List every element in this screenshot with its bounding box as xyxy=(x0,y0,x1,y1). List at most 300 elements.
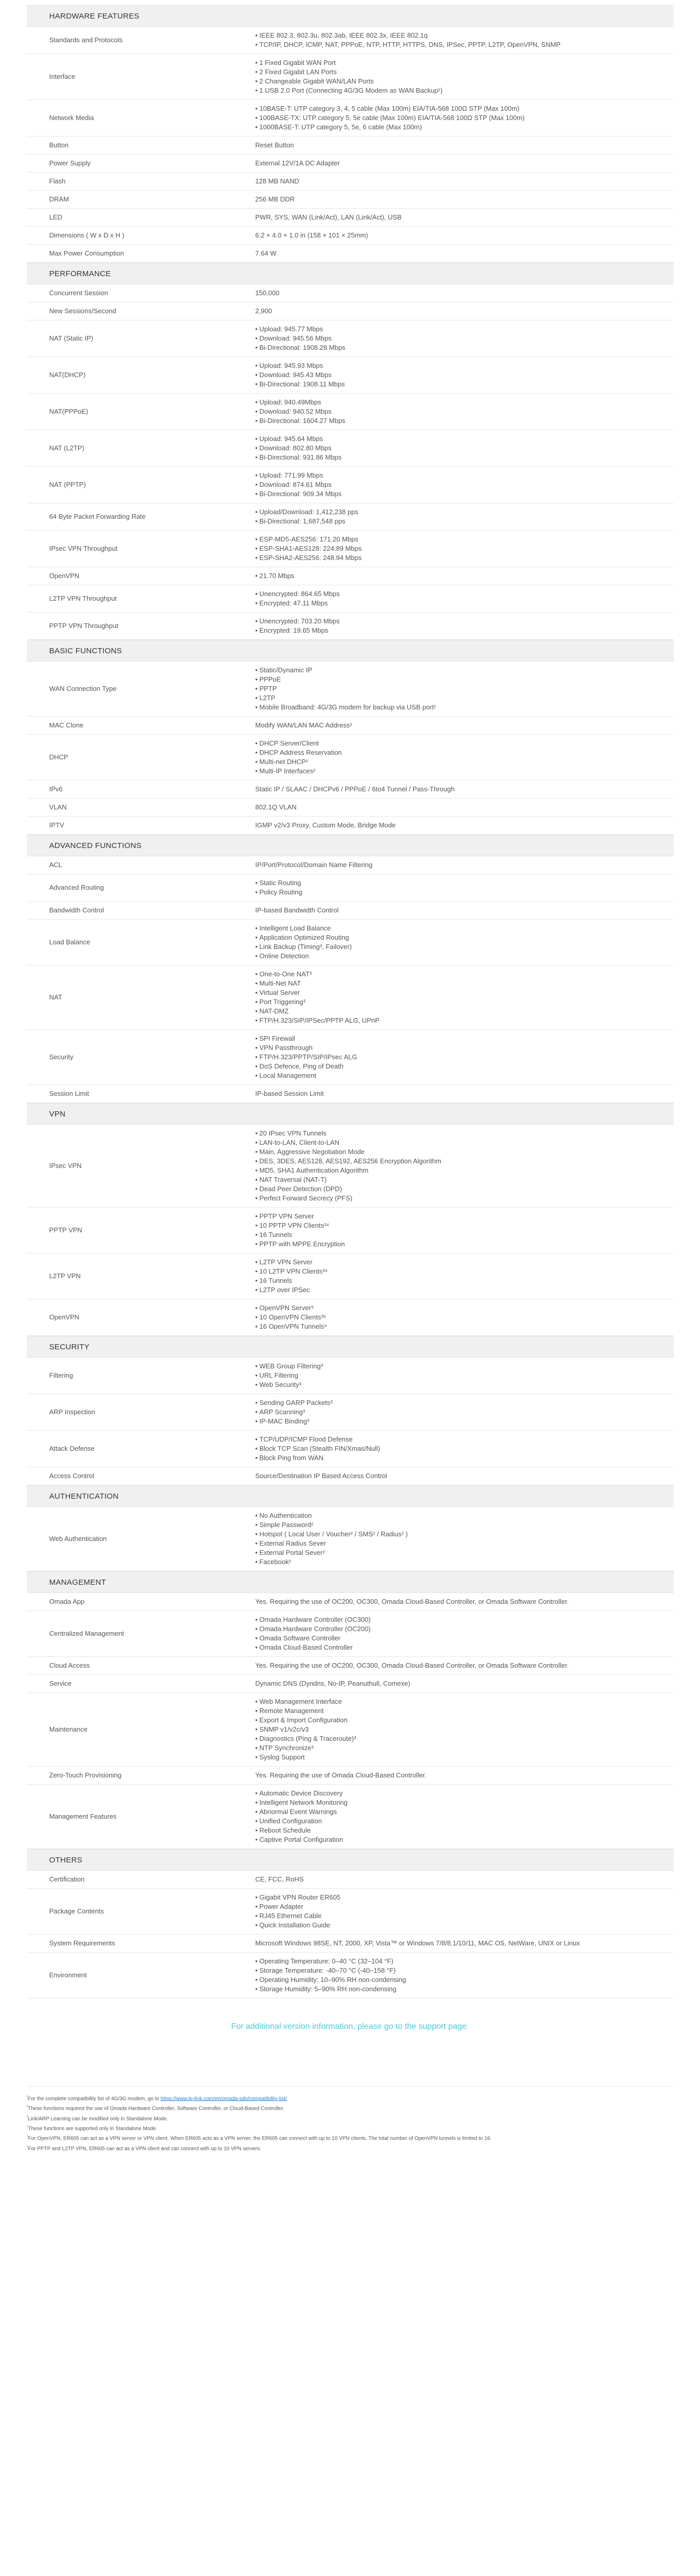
spec-value-item: • Intelligent Network Monitoring xyxy=(255,1798,653,1807)
spec-value xyxy=(255,817,674,835)
section-title: SECURITY xyxy=(27,1336,674,1358)
spec-value-item: • Omada Hardware Controller (OC200) xyxy=(255,1624,653,1634)
spec-value-item: • Application Optimized Routing xyxy=(255,933,653,942)
spec-value xyxy=(255,503,674,531)
spec-value-list xyxy=(255,535,653,563)
spec-value-item: • Web Security³ xyxy=(255,1380,653,1389)
spec-row xyxy=(27,245,674,263)
spec-value-item: • Download: 802.80 Mbps xyxy=(255,444,653,453)
spec-value-item: • Upload: 771.99 Mbps xyxy=(255,471,653,480)
spec-row xyxy=(27,902,674,920)
spec-value-item: • Link Backup (Timing³, Failover) xyxy=(255,942,653,952)
spec-value-text: Reset Button xyxy=(255,141,294,149)
spec-value-list xyxy=(255,471,653,499)
footnote-link[interactable]: https://www.tp-link.com/en/omada-sdn/compatibility-list/ xyxy=(160,2096,287,2102)
spec-value-list xyxy=(255,31,653,49)
spec-row xyxy=(27,302,674,320)
spec-value-item: • Block Ping from WAN xyxy=(255,1453,653,1463)
spec-value-item: • Bi-Directional: 1,687,548 pps xyxy=(255,517,653,526)
spec-value xyxy=(255,245,674,263)
spec-value-item: • Omada Hardware Controller (OC300) xyxy=(255,1615,653,1624)
spec-label: Power Supply xyxy=(27,155,255,173)
spec-value xyxy=(255,662,674,717)
spec-value xyxy=(255,155,674,173)
spec-value-item: • Sending GARP Packets³ xyxy=(255,1398,653,1408)
spec-value-item: • Static Routing xyxy=(255,878,653,888)
spec-value xyxy=(255,1431,674,1467)
spec-value-item: • Omada Software Controller xyxy=(255,1634,653,1643)
spec-value xyxy=(255,1871,674,1889)
spec-value xyxy=(255,1935,674,1953)
spec-row xyxy=(27,567,674,585)
spec-value xyxy=(255,430,674,467)
specifications-container xyxy=(27,0,674,1998)
spec-value-item: • 20 IPsec VPN Tunnels xyxy=(255,1129,653,1138)
spec-value-list xyxy=(255,571,653,581)
spec-value-item: • PPTP VPN Server xyxy=(255,1212,653,1221)
spec-value xyxy=(255,394,674,430)
spec-value xyxy=(255,284,674,302)
footnote xyxy=(27,2124,674,2132)
spec-label: NAT (Static IP) xyxy=(27,320,255,357)
spec-value-text: IP/Port/Protocol/Domain Name Filtering xyxy=(255,861,373,869)
spec-value-item: • OpenVPN Server⁵ xyxy=(255,1303,653,1313)
footnote-mark: ² xyxy=(26,2105,28,2109)
spec-value-item: • Main, Aggressive Negotiation Mode xyxy=(255,1147,653,1157)
spec-row xyxy=(27,662,674,717)
spec-value-item: • PPPoE xyxy=(255,675,653,684)
spec-row xyxy=(27,467,674,503)
spec-value xyxy=(255,1611,674,1657)
spec-label: Advanced Routing xyxy=(27,874,255,902)
spec-row xyxy=(27,227,674,245)
spec-value-item: • Download: 940.52 Mbps xyxy=(255,407,653,416)
spec-value-item: • L2TP over IPSec xyxy=(255,1285,653,1295)
spec-value-item: • NTP Synchronize³ xyxy=(255,1743,653,1753)
spec-value-item: • L2TP VPN Server xyxy=(255,1258,653,1267)
spec-label: Dimensions ( W x D x H ) xyxy=(27,227,255,245)
spec-value xyxy=(255,902,674,920)
spec-row xyxy=(27,1253,674,1299)
spec-value-list xyxy=(255,507,653,526)
spec-value xyxy=(255,1953,674,1998)
spec-label: Interface xyxy=(27,54,255,100)
spec-row xyxy=(27,874,674,902)
spec-value-item: • TCP/UDP/ICMP Flood Defense xyxy=(255,1435,653,1444)
spec-value xyxy=(255,27,674,54)
spec-value-list xyxy=(255,589,653,608)
spec-label: Security xyxy=(27,1030,255,1085)
spec-value-item: • Gigabit VPN Router ER605 xyxy=(255,1893,653,1902)
spec-label: WAN Connection Type xyxy=(27,662,255,717)
spec-value-item: • LAN-to-LAN, Client-to-LAN xyxy=(255,1138,653,1147)
section-title: HARDWARE FEATURES xyxy=(27,5,674,27)
spec-label: Load Balance xyxy=(27,920,255,965)
footnote-text: These functions required the use of Omada Hardware Controller, Software Controller, or Cloud-Based Controller. xyxy=(27,2106,284,2112)
spec-row xyxy=(27,1767,674,1785)
spec-value-item: • Hotspot ( Local User / Voucher² / SMS² / Radius² ) xyxy=(255,1530,653,1539)
spec-value xyxy=(255,1675,674,1693)
spec-row xyxy=(27,717,674,735)
spec-row xyxy=(27,54,674,100)
spec-value-item: • Operating Temperature: 0–40 °C (32–104 °F) xyxy=(255,1957,653,1966)
spec-value-item: • ESP-SHA2-AES256: 248.94 Mbps xyxy=(255,553,653,563)
spec-row xyxy=(27,357,674,394)
spec-value xyxy=(255,1125,674,1208)
spec-label: OpenVPN xyxy=(27,567,255,585)
spec-label: Maintenance xyxy=(27,1693,255,1767)
spec-row xyxy=(27,1889,674,1935)
spec-label: Access Control xyxy=(27,1467,255,1485)
spec-value-item: • Encrypted: 47.11 Mbps xyxy=(255,599,653,608)
spec-value-item: • 10 PPTP VPN Clients³⁴ xyxy=(255,1221,653,1230)
spec-value-text: 256 MB DDR xyxy=(255,195,295,203)
spec-value-list xyxy=(255,1303,653,1331)
spec-value-item: • Unencrypted: 703.20 Mbps xyxy=(255,617,653,626)
spec-value-list xyxy=(255,434,653,462)
spec-value-list xyxy=(255,878,653,897)
spec-value-item: • 21.70 Mbps xyxy=(255,571,653,581)
spec-value-list xyxy=(255,1212,653,1249)
spec-value-list xyxy=(255,1893,653,1930)
spec-value xyxy=(255,1507,674,1571)
section-title: PERFORMANCE xyxy=(27,263,674,284)
spec-value-item: • ESP-MD5-AES256: 171.20 Mbps xyxy=(255,535,653,544)
spec-value-item: • WEB Group Filtering³ xyxy=(255,1362,653,1371)
spec-label: Centralized Management xyxy=(27,1611,255,1657)
spec-label: 64 Byte Packet Forwarding Rate xyxy=(27,503,255,531)
spec-value-item: • Perfect Forward Secrecy (PFS) xyxy=(255,1194,653,1203)
spec-row xyxy=(27,817,674,835)
spec-value-list xyxy=(255,970,653,1025)
footnote-text: For PPTP and L2TP VPN, ER605 can act as a VPN client and can connect with up to 10 VPN servers. xyxy=(28,2145,262,2151)
spec-value-item: • Reboot Schedule xyxy=(255,1826,653,1835)
spec-value-item: • 2 Fixed Gigabit LAN Ports xyxy=(255,67,653,77)
spec-value-text: Modify WAN/LAN MAC Address² xyxy=(255,721,352,729)
spec-row xyxy=(27,1394,674,1431)
spec-value xyxy=(255,1299,674,1336)
spec-value-item: • DES, 3DES, AES128, AES192, AES256 Encryption Algorithm xyxy=(255,1157,653,1166)
spec-value xyxy=(255,227,674,245)
spec-value-item: • Encrypted: 19.65 Mbps xyxy=(255,626,653,635)
spec-label: PPTP VPN Throughput xyxy=(27,613,255,640)
section-title: AUTHENTICATION xyxy=(27,1485,674,1507)
section-title: OTHERS xyxy=(27,1849,674,1871)
spec-label: VLAN xyxy=(27,799,255,817)
spec-row xyxy=(27,1785,674,1849)
spec-value-item: • Upload: 945.64 Mbps xyxy=(255,434,653,444)
spec-row xyxy=(27,1208,674,1253)
spec-value-item: • Syslog Support xyxy=(255,1753,653,1762)
spec-value-item: • IP-MAC Binding³ xyxy=(255,1417,653,1426)
spec-value-item: • One-to-One NAT³ xyxy=(255,970,653,979)
spec-value-text: 2,900 xyxy=(255,307,272,315)
spec-value-item: • TCP/IP, DHCP, ICMP, NAT, PPPoE, NTP, HTTP, HTTPS, DNS, IPSec, PPTP, L2TP, OpenVPN, SNMP xyxy=(255,40,653,49)
spec-table xyxy=(27,1593,674,1849)
spec-value-text: Microsoft Windows 98SE, NT, 2000, XP, Vista™ or Windows 7/8/8.1/10/11, MAC OS, NetWare, UNIX or Linux xyxy=(255,1939,580,1947)
spec-value-text: 128 MB NAND xyxy=(255,177,299,185)
spec-row xyxy=(27,155,674,173)
spec-value-item: • Unencrypted: 864.65 Mbps xyxy=(255,589,653,599)
spec-value-item: • 10 L2TP VPN Clients³⁴ xyxy=(255,1267,653,1276)
spec-label: OpenVPN xyxy=(27,1299,255,1336)
spec-row xyxy=(27,1935,674,1953)
spec-value-item: • ESP-SHA1-AES128: 224.89 Mbps xyxy=(255,544,653,553)
spec-value-list xyxy=(255,1615,653,1652)
spec-value-item: • Remote Management xyxy=(255,1706,653,1716)
spec-value xyxy=(255,1253,674,1299)
spec-value xyxy=(255,874,674,902)
spec-value-item: • Block TCP Scan (Stealth FIN/Xmas/Null) xyxy=(255,1444,653,1453)
spec-row xyxy=(27,27,674,54)
spec-value-item: • Operating Humidity: 10–90% RH non-condensing xyxy=(255,1975,653,1985)
spec-value xyxy=(255,302,674,320)
spec-value-item: • SNMP v1/v2c/v3 xyxy=(255,1725,653,1734)
spec-value xyxy=(255,735,674,781)
spec-value-text: Yes. Requiring the use of Omada Cloud-Based Controller. xyxy=(255,1771,427,1779)
spec-table xyxy=(27,662,674,835)
spec-value-item: • PPTP with MPPE Encryption xyxy=(255,1240,653,1249)
spec-label: NAT(DHCP) xyxy=(27,357,255,394)
spec-value-item: • Export & Import Configuration xyxy=(255,1716,653,1725)
spec-row xyxy=(27,1871,674,1889)
footnote-mark: ⁵ xyxy=(26,2135,28,2139)
spec-row xyxy=(27,1657,674,1675)
spec-value-item: • 1000BASE-T: UTP category 5, 5e, 6 cable (Max 100m) xyxy=(255,123,653,132)
spec-label: New Sessions/Second xyxy=(27,302,255,320)
spec-row xyxy=(27,1299,674,1336)
spec-row xyxy=(27,856,674,874)
spec-value xyxy=(255,1767,674,1785)
spec-row xyxy=(27,781,674,799)
footnote-mark: ⁴ xyxy=(26,2125,28,2129)
spec-label: Network Media xyxy=(27,100,255,137)
spec-row xyxy=(27,585,674,613)
spec-row xyxy=(27,430,674,467)
spec-row xyxy=(27,100,674,137)
spec-label: Package Contents xyxy=(27,1889,255,1935)
spec-label: Max Power Consumption xyxy=(27,245,255,263)
spec-value xyxy=(255,567,674,585)
spec-value-item: • External Portal Sever² xyxy=(255,1548,653,1557)
spec-value-text: IP-based Bandwidth Control xyxy=(255,906,339,914)
spec-value-list xyxy=(255,1697,653,1762)
spec-value-list xyxy=(255,1034,653,1080)
spec-value-item: • Bi-Directional: 1604.27 Mbps xyxy=(255,416,653,426)
spec-value-item: • Online Detection xyxy=(255,952,653,961)
footnote xyxy=(27,2133,674,2142)
spec-label: Session Limit xyxy=(27,1085,255,1103)
spec-value-item: • IEEE 802.3, 802.3u, 802.3ab, IEEE 802.3x, IEEE 802.1q xyxy=(255,31,653,40)
spec-value-list xyxy=(255,1435,653,1463)
spec-value-item: • Dead Peer Detection (DPD) xyxy=(255,1184,653,1194)
spec-value-item: • Virtual Server xyxy=(255,988,653,997)
spec-label: Attack Defense xyxy=(27,1431,255,1467)
spec-value-list xyxy=(255,1789,653,1844)
spec-value-item: • Mobile Broadband: 4G/3G modem for backup via USB port¹ xyxy=(255,703,653,712)
spec-value-item: • VPN Passthrough xyxy=(255,1043,653,1053)
spec-value-item: • Bi-Directional: 931.86 Mbps xyxy=(255,453,653,462)
spec-label: Zero-Touch Provisioning xyxy=(27,1767,255,1785)
spec-label: Cloud Access xyxy=(27,1657,255,1675)
spec-row xyxy=(27,503,674,531)
spec-row xyxy=(27,1611,674,1657)
section-title: VPN xyxy=(27,1103,674,1125)
spec-value-list xyxy=(255,1398,653,1426)
spec-value-item: • Storage Humidity: 5–90% RH non-condensing xyxy=(255,1985,653,1994)
spec-value xyxy=(255,1394,674,1431)
spec-value-item: • Policy Routing xyxy=(255,888,653,897)
section-title: BASIC FUNCTIONS xyxy=(27,640,674,662)
spec-value-text: Dynamic DNS (Dyndns, No-IP, Peanuthull, Comexe) xyxy=(255,1680,411,1687)
spec-value xyxy=(255,1467,674,1485)
spec-value-item: • Intelligent Load Balance xyxy=(255,924,653,933)
spec-row xyxy=(27,1125,674,1208)
spec-value-item: • Upload: 945.93 Mbps xyxy=(255,361,653,370)
footnote-mark: ³ xyxy=(26,2115,28,2119)
spec-value xyxy=(255,173,674,191)
spec-label: Omada App xyxy=(27,1593,255,1611)
spec-value-text: PWR, SYS, WAN (Link/Act), LAN (Link/Act), USB xyxy=(255,213,402,221)
footnote-mark: ⁶ xyxy=(26,2145,28,2149)
spec-label: NAT (L2TP) xyxy=(27,430,255,467)
spec-value-list xyxy=(255,1957,653,1994)
spec-value-item: • SPI Firewall xyxy=(255,1034,653,1043)
spec-value-text: IGMP v2/v3 Proxy, Custom Mode, Bridge Mode xyxy=(255,821,396,829)
spec-value-text: 6.2 × 4.0 × 1.0 in (158 × 101 × 25mm) xyxy=(255,231,368,239)
spec-value xyxy=(255,799,674,817)
spec-table xyxy=(27,27,674,263)
spec-value-list xyxy=(255,1129,653,1203)
spec-label: NAT xyxy=(27,965,255,1030)
spec-row xyxy=(27,799,674,817)
spec-value-item: • RJ45 Ethernet Cable xyxy=(255,1911,653,1921)
spec-value-item: • Upload/Download: 1,412,238 pps xyxy=(255,507,653,517)
spec-value xyxy=(255,191,674,209)
spec-value-item: • Automatic Device Discovery xyxy=(255,1789,653,1798)
spec-label: DHCP xyxy=(27,735,255,781)
spec-value-item: • FTP/H.323/PPTP/SIP/IPsec ALG xyxy=(255,1053,653,1062)
spec-value-item: • 1 Fixed Gigabit WAN Port xyxy=(255,58,653,67)
spec-value-item: • 16 OpenVPN Tunnels⁵ xyxy=(255,1322,653,1331)
spec-table xyxy=(27,284,674,640)
spec-label: Service xyxy=(27,1675,255,1693)
spec-value-item: • Bi-Directional: 1908.28 Mbps xyxy=(255,343,653,352)
spec-value xyxy=(255,965,674,1030)
spec-row xyxy=(27,1085,674,1103)
footnote-text: These functions are supported only in Standalone Mode. xyxy=(28,2126,158,2132)
spec-row xyxy=(27,613,674,640)
footnote xyxy=(27,2114,674,2123)
spec-row xyxy=(27,1675,674,1693)
spec-value-list xyxy=(255,104,653,132)
spec-label: PPTP VPN xyxy=(27,1208,255,1253)
spec-value-item: • 16 Tunnels xyxy=(255,1230,653,1240)
spec-value-item: • Local Management xyxy=(255,1071,653,1080)
spec-value-item: • 2 Changeable Gigabit WAN/LAN Ports xyxy=(255,77,653,86)
spec-table xyxy=(27,1871,674,1998)
spec-table xyxy=(27,856,674,1103)
spec-row xyxy=(27,1693,674,1767)
spec-value xyxy=(255,54,674,100)
section-title: MANAGEMENT xyxy=(27,1571,674,1593)
spec-value xyxy=(255,781,674,799)
support-link[interactable]: For additional version information, please go to the support page. xyxy=(231,2022,469,2031)
spec-row xyxy=(27,1953,674,1998)
spec-row xyxy=(27,1507,674,1571)
spec-value-item: • Power Adapter xyxy=(255,1902,653,1911)
spec-row xyxy=(27,209,674,227)
spec-label: NAT (PPTP) xyxy=(27,467,255,503)
spec-label: ARP Inspection xyxy=(27,1394,255,1431)
spec-label: Concurrent Session xyxy=(27,284,255,302)
spec-value xyxy=(255,1693,674,1767)
spec-label: IPTV xyxy=(27,817,255,835)
spec-row xyxy=(27,394,674,430)
spec-value-list xyxy=(255,666,653,712)
spec-value-item: • Abnormal Event Warnings xyxy=(255,1807,653,1817)
spec-value-list xyxy=(255,398,653,426)
spec-value-item: • Unified Configuration xyxy=(255,1817,653,1826)
spec-value-list xyxy=(255,617,653,635)
footnote xyxy=(27,2144,674,2153)
section-title: ADVANCED FUNCTIONS xyxy=(27,835,674,856)
spec-row xyxy=(27,1431,674,1467)
spec-value-item: • Multi-net DHCP² xyxy=(255,757,653,767)
spec-value xyxy=(255,1889,674,1935)
footnote xyxy=(27,2094,674,2103)
spec-row xyxy=(27,191,674,209)
spec-value-text: 7.64 W xyxy=(255,249,277,257)
footnote-text: For OpenVPN, ER605 can act as a VPN server or VPN client. When ER605 acts as a VPN server, the ER605 can connect with up to 10 VPN clients. The total number of OpenVPN tunnels is limited to 16. xyxy=(28,2136,492,2142)
spec-value-item: • Port Triggering³ xyxy=(255,997,653,1007)
spec-value xyxy=(255,100,674,137)
spec-value xyxy=(255,856,674,874)
spec-row xyxy=(27,137,674,155)
spec-row xyxy=(27,1593,674,1611)
spec-value-list xyxy=(255,739,653,776)
spec-label: IPsec VPN Throughput xyxy=(27,531,255,567)
spec-value-item: • Multi-IP Interfaces² xyxy=(255,767,653,776)
spec-label: Environment xyxy=(27,1953,255,1998)
spec-value-list xyxy=(255,1258,653,1295)
spec-row xyxy=(27,965,674,1030)
spec-table xyxy=(27,1125,674,1336)
spec-value xyxy=(255,209,674,227)
spec-value-item: • Download: 874.61 Mbps xyxy=(255,480,653,489)
spec-value-list xyxy=(255,361,653,389)
spec-value xyxy=(255,613,674,640)
spec-row xyxy=(27,284,674,302)
spec-value-item: • L2TP xyxy=(255,693,653,703)
spec-value-item: • Download: 945.43 Mbps xyxy=(255,370,653,380)
footnotes xyxy=(27,2086,674,2184)
spec-value xyxy=(255,320,674,357)
spec-row xyxy=(27,1467,674,1485)
spec-value-text: CE, FCC, RoHS xyxy=(255,1875,304,1883)
spec-value-list xyxy=(255,58,653,95)
spec-value-item: • Quick Installation Guide xyxy=(255,1921,653,1930)
spec-value-item: • 10 OpenVPN Clients³⁵ xyxy=(255,1313,653,1322)
spec-value-text: 150,000 xyxy=(255,289,280,297)
spec-value xyxy=(255,467,674,503)
spec-value-item: • Bi-Directional: 1908.11 Mbps xyxy=(255,380,653,389)
spec-value-item: • Simple Password² xyxy=(255,1520,653,1530)
spec-value-text: 802.1Q VLAN xyxy=(255,803,297,811)
spec-value-list xyxy=(255,1362,653,1389)
spec-value xyxy=(255,585,674,613)
spec-value xyxy=(255,920,674,965)
